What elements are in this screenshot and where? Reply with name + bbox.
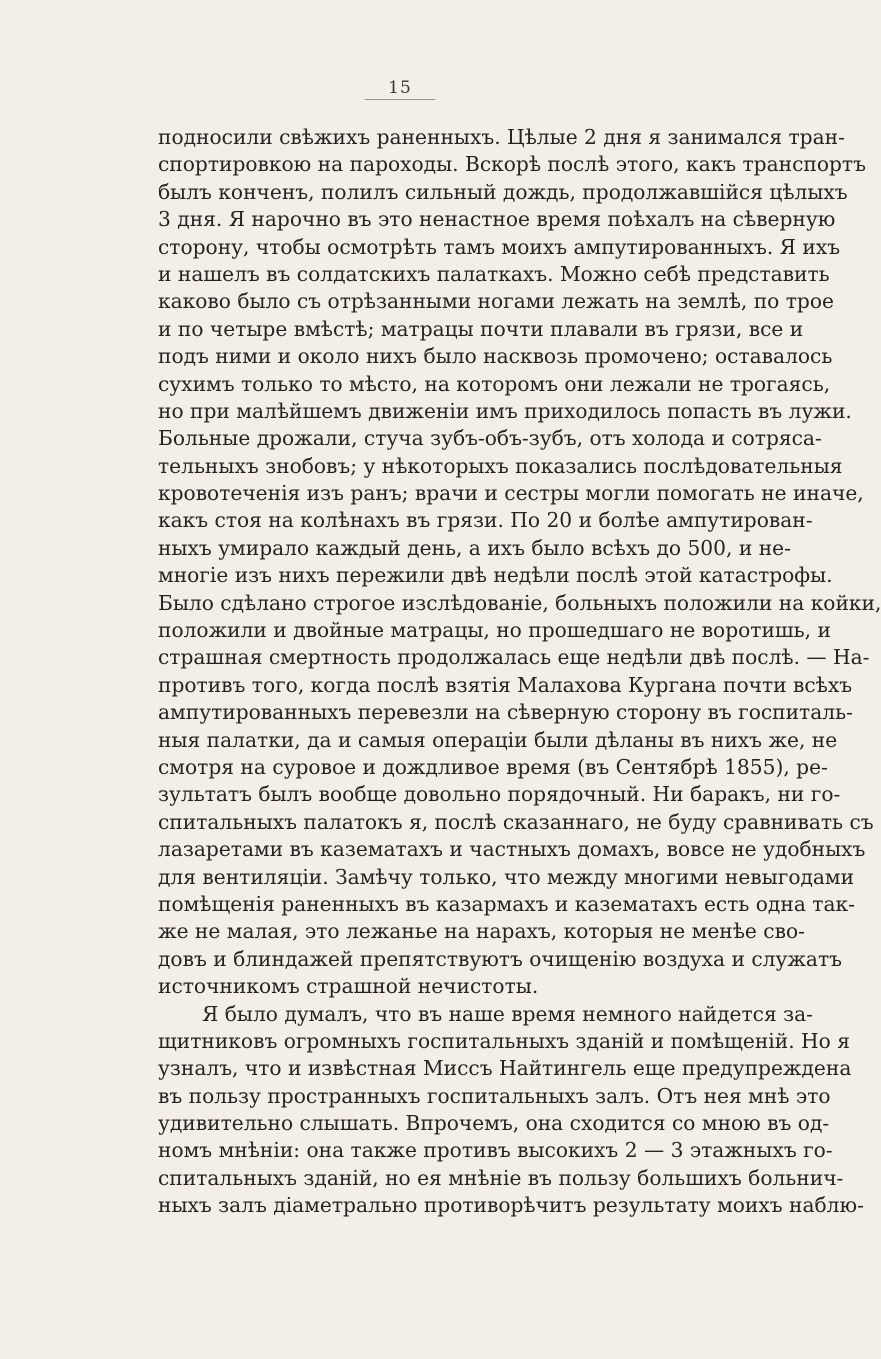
text-line: лазаретами въ казематахъ и частныхъ домахъ, вовсе не удобныхъ [158, 837, 866, 862]
text-line: узналъ, что и извѣстная Миссъ Найтингель еще предупреждена [158, 1056, 852, 1081]
text-line: ныхъ залъ діаметрально противорѣчитъ результату моихъ наблю- [158, 1193, 864, 1218]
text-line: ныя палатки, да и самыя операціи были дѣланы въ нихъ же, не [158, 727, 838, 752]
text-line: въ пользу пространныхъ госпитальныхъ залъ. Отъ нея мнѣ это [158, 1083, 831, 1108]
text-line: страшная смертность продолжалась еще недѣли двѣ послѣ. — На- [158, 645, 870, 670]
text-line: ампутированныхъ перевезли на сѣверную сторону въ госпиталь- [158, 700, 853, 725]
text-line: помѣщенія раненныхъ въ казармахъ и казематахъ есть одна так- [158, 891, 855, 916]
text-line: сухимъ только то мѣсто, на которомъ они лежали не трогаясь, [158, 371, 831, 396]
text-line: же не малая, это лежанье на нарахъ, которыя не менѣе сво- [158, 919, 805, 944]
page-number: 15 [388, 78, 412, 98]
text-line: спитальныхъ палатокъ я, послѣ сказаннаго, не буду сравнивать съ [158, 809, 874, 834]
paragraph [158, 124, 881, 1001]
text-line: но при малѣйшемъ движеніи имъ приходилось попасть въ лужи. [158, 398, 852, 423]
text-line: номъ мнѣніи: она также противъ высокихъ 2 — 3 этажныхъ го- [158, 1138, 833, 1163]
text-line: удивительно слышать. Впрочемъ, она сходится со мною въ од- [158, 1111, 830, 1136]
body-text [158, 124, 881, 1220]
text-line: смотря на суровое и дождливое время (въ Сентябрѣ 1855), ре- [158, 754, 828, 779]
text-line: тельныхъ знобовъ; у нѣкоторыхъ показались послѣдовательныя [158, 453, 843, 478]
text-line: Было сдѣлано строгое изслѣдованіе, больныхъ положили на койки, [158, 590, 881, 615]
text-line: кровотеченія изъ ранъ; врачи и сестры могли помогать не иначе, [158, 481, 864, 506]
text-line: Больные дрожали, стуча зубъ-объ-зубъ, отъ холода и сотряса- [158, 426, 822, 451]
text-line: каково было съ отрѣзанными ногами лежать на землѣ, по трое [158, 289, 834, 314]
text-line: Я было думалъ, что въ наше время немного найдется за- [202, 1001, 813, 1026]
page-number-rule [365, 99, 435, 100]
text-line: и по четыре вмѣстѣ; матрацы почти плавали въ грязи, все и [158, 316, 804, 341]
text-line: противъ того, когда послѣ взятія Малахова Кургана почти всѣхъ [158, 672, 853, 697]
paragraph [158, 1001, 864, 1220]
text-line: сторону, чтобы осмотрѣть тамъ моихъ ампутированныхъ. Я ихъ [158, 234, 841, 259]
text-line: зультатъ былъ вообще довольно порядочный. Ни баракъ, ни го- [158, 782, 841, 807]
text-line: спитальныхъ зданій, но ея мнѣніе въ пользу большихъ больнич- [158, 1165, 844, 1190]
text-line: подъ ними и около нихъ было насквозь промочено; оставалось [158, 344, 833, 369]
text-line: для вентиляціи. Замѣчу только, что между многими невыгодами [158, 864, 855, 889]
text-line: многіе изъ нихъ пережили двѣ недѣли послѣ этой катастрофы. [158, 563, 833, 588]
text-line: ныхъ умирало каждый день, а ихъ было всѣхъ до 500, и не- [158, 535, 791, 560]
text-line: источникомъ страшной нечистоты. [158, 974, 539, 999]
text-line: спортировкою на пароходы. Вскорѣ послѣ этого, какъ транспортъ [158, 152, 866, 177]
text-line: 3 дня. Я нарочно въ это ненастное время поѣхалъ на сѣверную [158, 207, 836, 232]
text-line: какъ стоя на колѣнахъ въ грязи. По 20 и болѣе ампутирован- [158, 508, 813, 533]
text-line: положили и двойные матрацы, но прошедшаго не воротишь, и [158, 618, 831, 643]
text-line: довъ и блиндажей препятствуютъ очищенію воздуха и служатъ [158, 946, 842, 971]
text-line: подносили свѣжихъ раненныхъ. Цѣлые 2 дня я занимался тран- [158, 125, 845, 149]
text-line: былъ конченъ, полилъ сильный дождь, продолжавшійся цѣлыхъ [158, 179, 848, 204]
text-line: щитниковъ огромныхъ госпитальныхъ зданій и помѣщеній. Но я [158, 1028, 850, 1053]
text-line: и нашелъ въ солдатскихъ палаткахъ. Можно себѣ представить [158, 261, 830, 286]
